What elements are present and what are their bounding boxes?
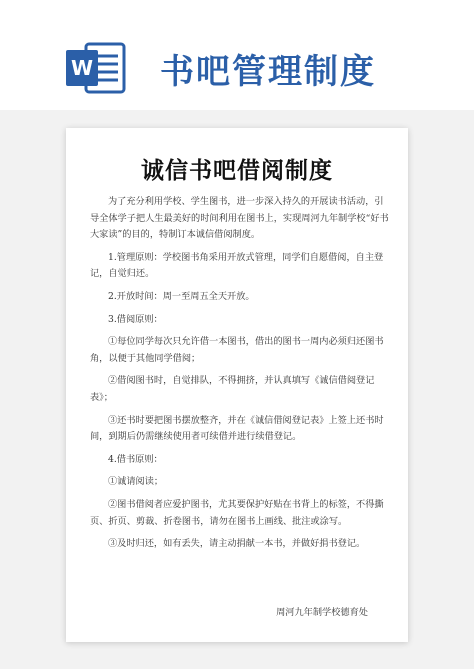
paragraph-book-rule-2: ②图书借阅者应爱护图书，尤其要保护好贴在书背上的标签，不得撕页、折页、剪裁、折卷图书，请勿在图书上画线、批注或涂写。 (90, 498, 384, 527)
paragraph-book-heading: 4.借书原则： (108, 453, 163, 465)
paragraph-borrow-rule-2: ②借阅图书时，自觉排队，不得拥挤，并认真填写《诚信借阅登记表》； (90, 375, 375, 403)
paragraph-borrow-rule-3: ③还书时要把图书摆放整齐，并在《诚信借阅登记表》上签上还书时间，到期后仍需继续使用者可续借并进行续借登记。 (90, 414, 384, 443)
document-signature: 周河九年制学校德育处 (276, 607, 368, 618)
document-body (90, 194, 390, 559)
paragraph-borrow-heading: 3.借阅原则： (108, 313, 163, 325)
word-logo-letter: W (70, 56, 94, 80)
paragraph-borrow-rule-1: ①每位同学每次只允许借一本图书，借出的图书一周内必须归还图书角，以便于其他同学借阅； (90, 336, 384, 364)
header-banner (0, 0, 474, 110)
paragraph-intro: 为了充分利用学校、学生图书，进一步深入持久的开展读书活动，引导全体学子把人生最美好的时间利用在图书上，实现周河九年制学校“好书大家读”的目的，特制订本诚信借阅制度。 (90, 196, 389, 241)
paragraph-management: 1.管理原则：学校图书角采用开放式管理，同学们自愿借阅，自主登记，自觉归还。 (90, 251, 384, 280)
document-page (66, 128, 408, 642)
document-title: 诚信书吧借阅制度 (141, 157, 333, 184)
word-icon (64, 40, 128, 96)
paragraph-book-rule-1: ①诚请阅读； (108, 476, 164, 488)
page-title: 书吧管理制度 (160, 52, 376, 92)
paragraph-hours: 2.开放时间：周一至周五全天开放。 (108, 290, 255, 302)
paragraph-book-rule-3: ③及时归还，如有丢失，请主动捐献一本书，并做好捐书登记。 (108, 538, 366, 550)
